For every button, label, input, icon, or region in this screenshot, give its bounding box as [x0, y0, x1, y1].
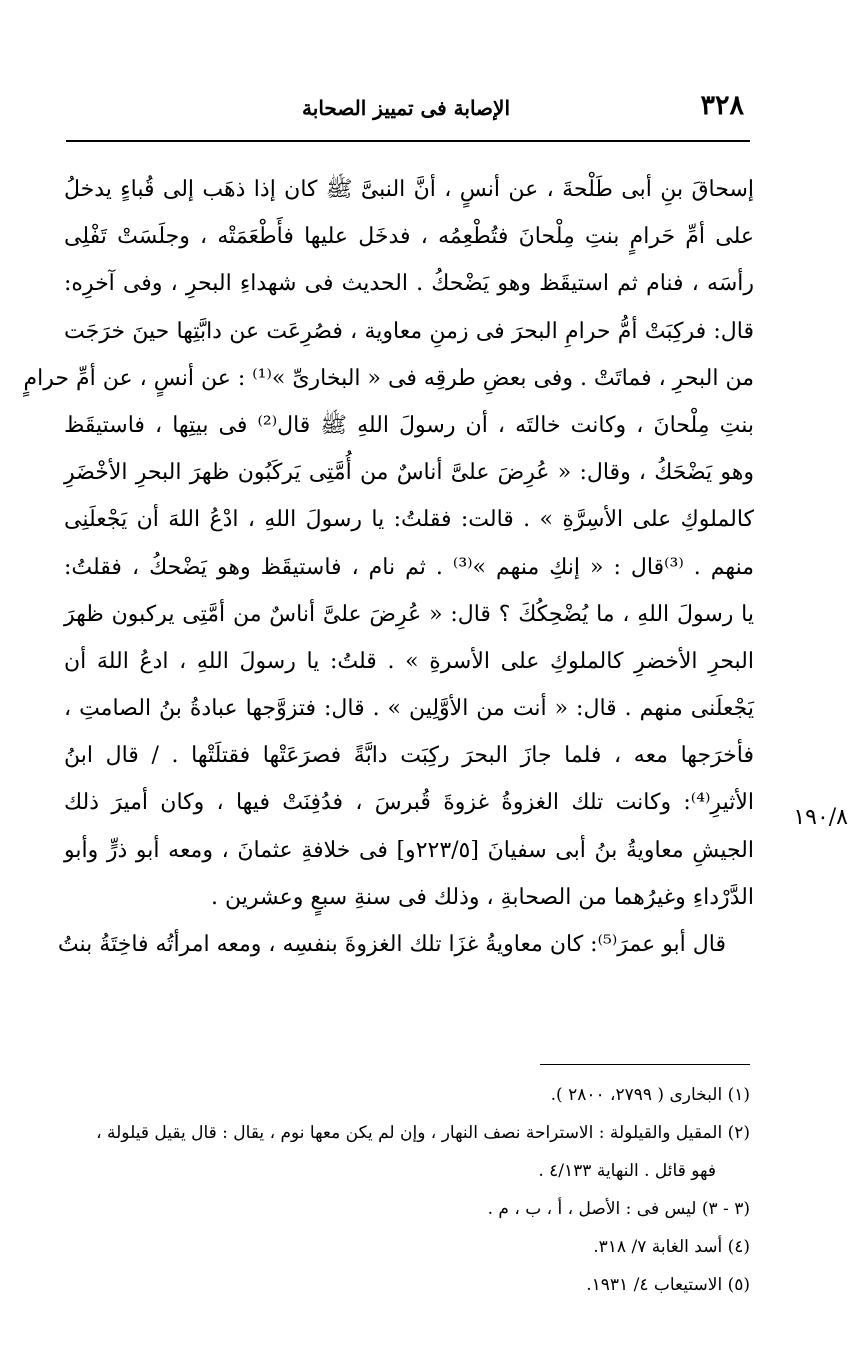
text-line: قال: فركِبَتْ أمُّ حرامِ البحرَ فى زمنِ معاوية ، فصُرِعَت عن دابَّتِها حينَ خرَجَت — [64, 318, 754, 344]
text-line: إسحاقَ بنِ أبى طَلْحةَ ، عن أنسٍ ، أنَّ النبىَّ ﷺ كان إذا ذهَب إلى قُباءٍ يدخلُ — [64, 177, 754, 202]
text-line: وهو يَضْحَكُ ، وقال: « عُرِضَ علىَّ أناسٌ من أُمَّتِى يَركَبُون ظهرَ البحرِ الأخْضَرِ — [64, 460, 754, 486]
footnote: (٢) المقيل والقيلولة : الاستراحة نصف النهار ، وإن لم يكن معها نوم ، يقال : قال يقيل قيلولة ، — [96, 1123, 750, 1143]
text-line: الجيشِ معاويةُ بنُ أبى سفيانَ [٢٢٣/٥و] فى خلافةِ عثمانَ ، ومعه أبو ذرٍّ وأبو — [64, 837, 754, 863]
text-line: فأخرَجها معه ، فلما جازَ البحرَ ركِبَت دابَّةً فصرَعَتْها فقتلَتْها . / قال ابنُ — [64, 743, 754, 769]
footnote: (٥) الاستيعاب ٤/ ١٩٣١. — [586, 1275, 750, 1295]
main-text — [23, 166, 754, 968]
text-line: يَجْعلَنى منهم . قال: « أنت من الأوَّلِين » . قال: فتزوَّجها عبادةُ بنُ الصامتِ ، — [64, 696, 754, 722]
footnotes — [70, 1076, 750, 1304]
header-rule — [66, 140, 750, 142]
page-header — [70, 88, 750, 132]
text-line: منهم . ⁽³⁾قال : « إنكِ منهم »⁽³⁾ . ثم نام ، فاستيقَظ وهو يَضْحكُ ، فقلتُ: — [64, 554, 754, 580]
text-line: الأثيرِ⁽⁴⁾: وكانت تلك الغزوةُ غزوةَ قُبرسَ ، فدُفِنَتْ فيها ، وكان أميرَ ذلك — [64, 790, 754, 816]
text-line: رأسَه ، فنام ثم استيقَظ وهو يَضْحكُ . الحديث فى شهداءِ البحرِ ، وفى آخرِه: — [64, 271, 754, 297]
text-line: البحرِ الأخضرِ كالملوكِ على الأسرةِ » . قلتُ: يا رسولَ اللهِ ، ادعُ اللهَ أن — [64, 648, 754, 674]
footnote: فهو قائل . النهاية ٤/١٣٣ . — [538, 1161, 716, 1181]
page-number: ٣٢٨ — [700, 90, 744, 121]
footnote: (٣ - ٣) ليس فى : الأصل ، أ ، ب ، م . — [487, 1199, 750, 1219]
footnote-rule — [540, 1064, 750, 1065]
text-line: قال أبو عمرَ⁽⁵⁾: كان معاويةُ غزَا تلك الغزوةَ بنفسِه ، ومعه امرأتُه فاخِتَةُ بنتُ — [57, 932, 726, 957]
text-line: بنتِ مِلْحانَ ، وكانت خالتَه ، أن رسولَ اللهِ ﷺ قال⁽²⁾ فى بيتِها ، فاستيقَظ — [64, 412, 754, 438]
text-line: الدَّرْداءِ وغيرُهما من الصحابةِ ، وذلك فى سنةِ سبعٍ وعشرين . — [211, 884, 754, 910]
text-line: يا رسولَ اللهِ ، ما يُضْحِكُكَ ؟ قال: « عُرِضَ علىَّ أناسٌ من أمَّتِى يركبون ظهرَ — [64, 601, 754, 627]
text-line: كالملوكِ على الأسِرَّةِ » . قالت: فقلتُ: يا رسولَ اللهِ ، ادْعُ اللهَ أن يَجْعلَنِى — [64, 507, 754, 533]
running-title: الإصابة فى تمييز الصحابة — [302, 96, 510, 120]
text-line: على أمِّ حَرامٍ بنتِ مِلْحانَ فتُطْعِمُه ، فدخَل عليها فأَطْعَمَتْه ، وجلَسَتْ تَفْلِى — [64, 224, 754, 250]
footnote: (١) البخارى ( ٢٧٩٩، ٢٨٠٠ ). — [550, 1085, 750, 1105]
footnote: (٤) أسد الغابة ٧/ ٣١٨. — [593, 1237, 750, 1257]
margin-reference: ١٩٠/٨ — [793, 805, 848, 830]
text-line: من البحرِ ، فماتَتْ . وفى بعضِ طرقِه فى « البخارىِّ »⁽¹⁾ : عن أنسٍ ، عن أمِّ حرامٍ — [23, 365, 754, 391]
